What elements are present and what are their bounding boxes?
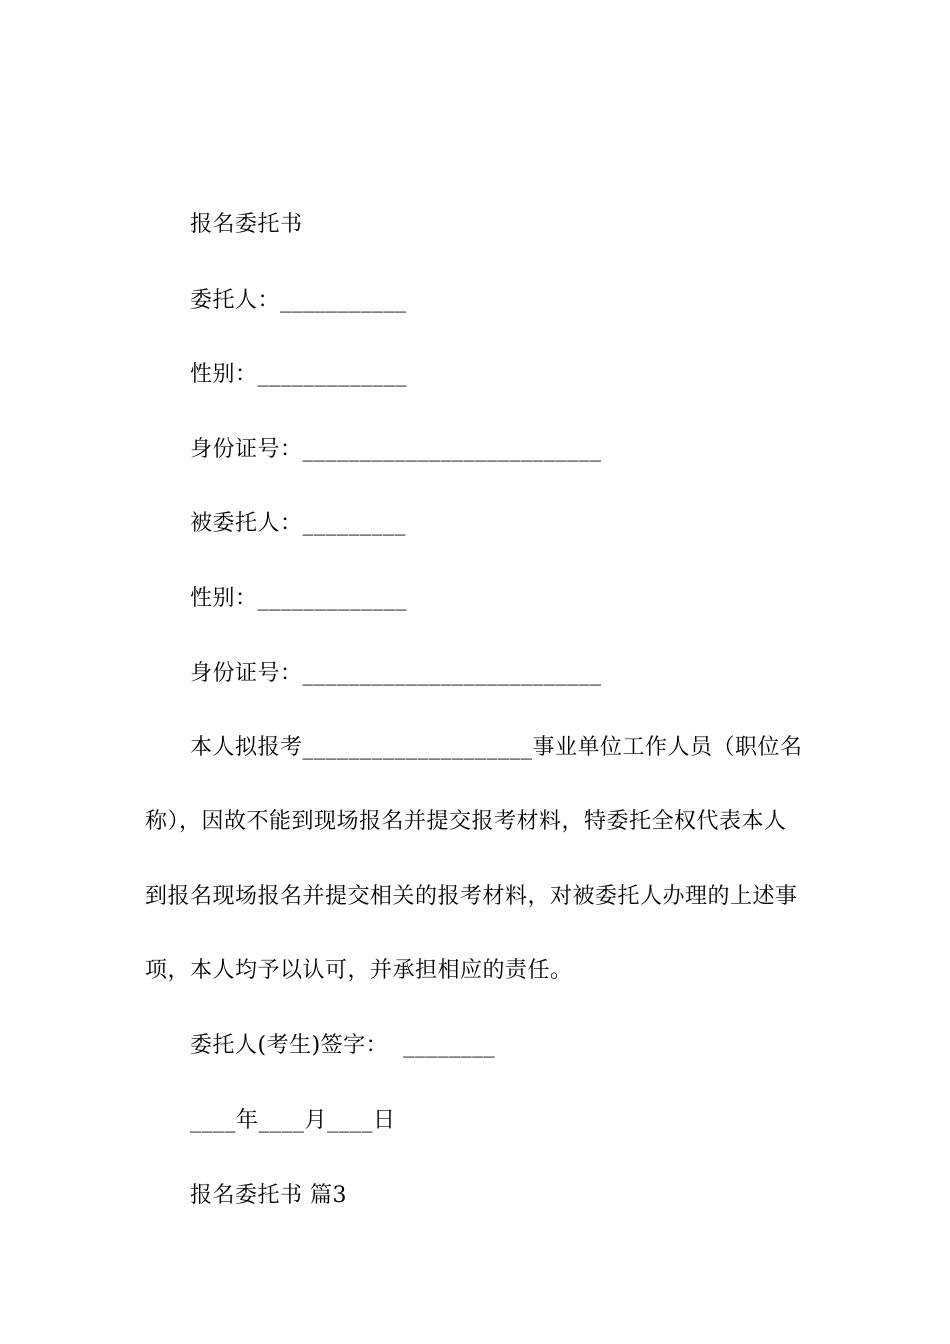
delegate-field: 被委托人：_________	[190, 511, 407, 536]
signature-field: 委托人(考生)签字： ________	[190, 1033, 496, 1058]
body-paragraph-line: 项，本人均予以认可，并承担相应的责任。	[145, 958, 573, 983]
delegate-gender-field: 性别：_____________	[190, 586, 408, 611]
body-paragraph-line: 到报名现场报名并提交相关的报考材料，对被委托人办理的上述事	[145, 884, 798, 909]
body-paragraph-line: 称），因故不能到现场报名并提交报考材料，特委托全权代表本人	[145, 809, 787, 834]
delegate-id-field: 身份证号：__________________________	[190, 661, 602, 686]
document-title: 报名委托书	[190, 212, 303, 237]
delegator-gender-field: 性别：_____________	[190, 362, 408, 387]
delegator-field: 委托人：___________	[190, 288, 407, 313]
next-section-heading: 报名委托书 篇3	[190, 1183, 347, 1208]
delegator-id-field: 身份证号：__________________________	[190, 437, 602, 462]
body-paragraph-line: 本人拟报考____________________事业单位工作人员（职位名	[190, 735, 803, 760]
date-field: ____年____月____日	[190, 1108, 396, 1133]
